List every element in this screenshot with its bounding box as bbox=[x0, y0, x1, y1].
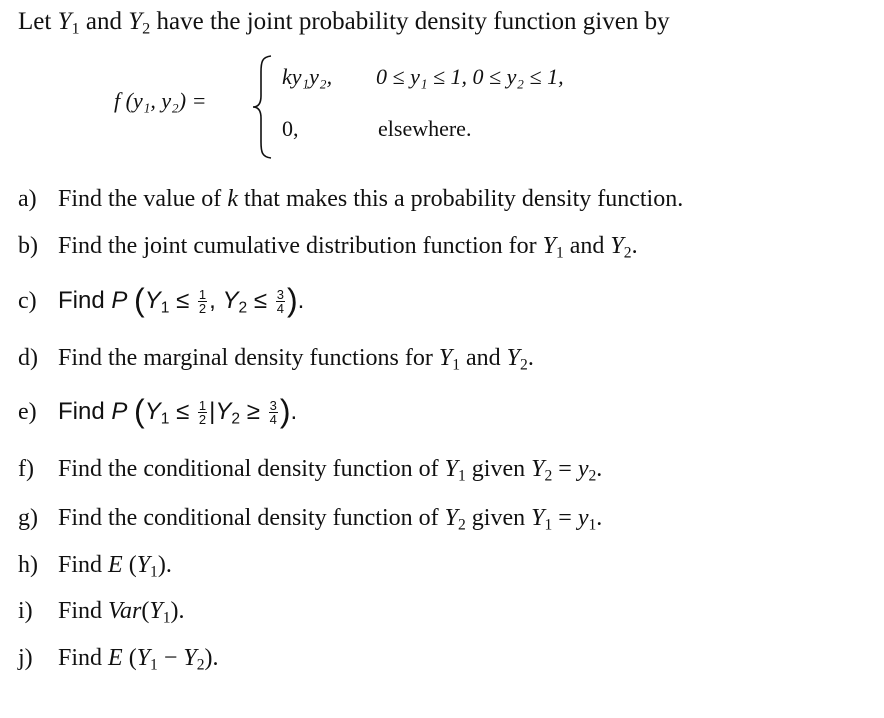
question-g: g) Find the conditional density function of $Y_2$ given $Y_1 = y_1$. bbox=[18, 505, 603, 534]
equation-lhs: f (y₁, y₂) = bbox=[114, 88, 207, 113]
question-e: e) Find P ($Y_1$ ≤ $\frac{1}{2}$ $|Y_2$ ≥ $\frac{3}{4}$ ). bbox=[18, 393, 298, 429]
question-c: c) Find P ($Y_1$ ≤ $\frac{1}{2}$ , $Y_2$ ≤ $\frac{3}{4}$ ). bbox=[18, 282, 305, 318]
question-h: h) Find E $(Y_1)$. bbox=[18, 552, 172, 581]
case1-condition: 0 ≤ y₁ ≤ 1, 0 ≤ y₂ ≤ 1, bbox=[376, 64, 564, 89]
intro-text: and bbox=[79, 8, 129, 35]
problem-intro bbox=[18, 4, 670, 40]
fraction: $\frac{1}{2}$ bbox=[198, 287, 207, 317]
case1-expression: ky₁y₂, bbox=[282, 64, 333, 89]
var-y1: $Y_1$ bbox=[57, 8, 80, 38]
question-b: b) Find the joint cumulative distribution function for $Y_1$ and $Y_2$. bbox=[18, 233, 638, 262]
var-y2: $Y_2$ bbox=[128, 8, 151, 38]
intro-text: have the joint probability density function given by bbox=[150, 8, 670, 35]
question-a: a) Find the value of k that makes this a probability density function. bbox=[18, 186, 684, 212]
case2-expression: 0, bbox=[282, 116, 299, 141]
intro-text: Let bbox=[18, 8, 58, 35]
fraction: $\frac{1}{2}$ bbox=[198, 398, 207, 428]
question-d: d) Find the marginal density functions for $Y_1$ and $Y_2$. bbox=[18, 345, 534, 374]
fraction: $\frac{3}{4}$ bbox=[269, 398, 277, 428]
fraction: $\frac{3}{4}$ bbox=[276, 287, 284, 317]
question-i: i) Find $Var(Y_1)$. bbox=[18, 598, 185, 627]
case2-condition: elsewhere. bbox=[378, 116, 472, 141]
question-j: j) Find E $(Y_1 - Y_2)$. bbox=[18, 645, 219, 674]
question-f: f) Find the conditional density function of $Y_1$ given $Y_2 = y_2$. bbox=[18, 456, 603, 485]
left-brace bbox=[250, 52, 276, 162]
